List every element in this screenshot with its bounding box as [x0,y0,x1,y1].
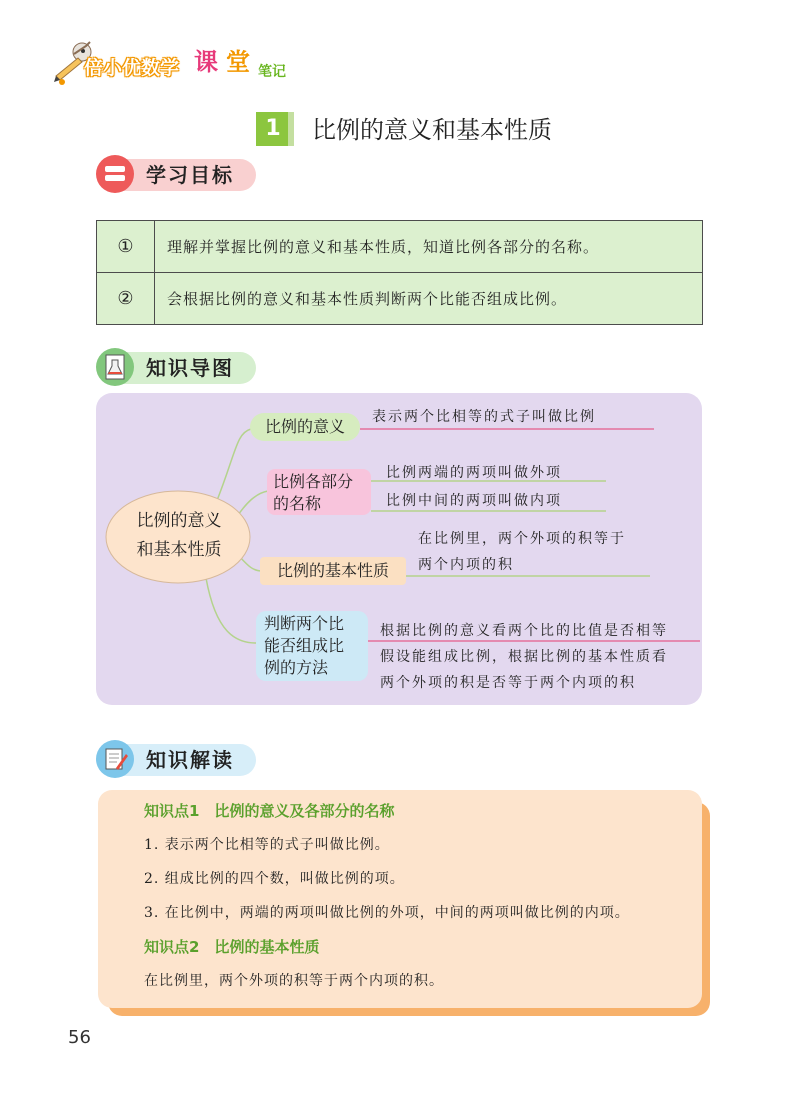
center-line: 和基本性质 [136,540,222,560]
knowledge-point-title: 知识点1 比例的意义及各部分的名称 [144,802,395,820]
node-parts-names [267,469,371,515]
logo-text-main: 倍小优数学 [84,57,180,79]
leaf-property-line: 在比例里，两个外项的积等于 [418,531,626,547]
node-judge-method [256,611,368,681]
knowledge-line: 1. 表示两个比相等的式子叫做比例。 [144,837,390,853]
section-title: 学习目标 [146,163,234,187]
node-line: 的名称 [273,494,322,513]
page-number: 56 [68,1027,91,1048]
knowledge-card [98,790,702,1008]
section-title: 知识导图 [146,356,234,380]
knowledge-line: 3. 在比例中，两端的两项叫做比例的外项，中间的两项叫做比例的内项。 [144,905,630,921]
knowledge-line: 2. 组成比例的四个数，叫做比例的项。 [144,871,405,887]
knowledge-line: 在比例里，两个外项的积等于两个内项的积。 [144,973,444,989]
logo-text-biji: 笔记 [258,64,286,80]
notebook-pencil-icon [96,740,134,778]
mind-map [96,393,702,705]
book-stack-icon [96,155,134,193]
objective-number: ① [97,221,155,273]
table-row [97,273,703,325]
leaf-method-line: 根据比例的意义看两个比的比值是否相等 [380,623,668,639]
objectives-table [96,220,703,325]
logo-text-tang: 堂 [226,48,250,76]
lesson-number-badge: 1 [256,112,290,146]
leaf-method-line: 两个外项的积是否等于两个内项的积 [380,675,636,691]
leaf-outer-terms: 比例两端的两项叫做外项 [386,465,562,481]
leaf-property-line: 两个内项的积 [418,557,514,573]
lesson-title: 比例的意义和基本性质 [312,116,552,144]
brand-logo [52,40,302,90]
node-basic-property: 比例的基本性质 [260,557,406,585]
objective-number: ② [97,273,155,325]
node-line: 比例各部分 [273,472,354,491]
leaf-inner-terms: 比例中间的两项叫做内项 [386,493,562,509]
table-row [97,221,703,273]
section-header-mindmap [96,348,256,386]
leaf-method-line: 假设能组成比例，根据比例的基本性质看 [380,649,668,665]
node-line: 例的方法 [264,658,329,677]
center-line: 比例的意义 [136,511,222,531]
node-meaning: 比例的意义 [250,413,360,441]
lesson-number-accent [288,112,294,146]
node-line: 能否组成比 [264,636,345,655]
objective-text: 会根据比例的意义和基本性质判断两个比能否组成比例。 [155,273,703,325]
leaf-meaning: 表示两个比相等的式子叫做比例 [372,409,596,425]
objective-text: 理解并掌握比例的意义和基本性质，知道比例各部分的名称。 [155,221,703,273]
section-title: 知识解读 [146,748,234,772]
flask-icon [96,348,134,386]
node-line: 判断两个比 [264,614,345,633]
section-header-reading [96,740,256,778]
section-header-objectives [96,155,256,193]
mind-map-center [114,507,244,565]
knowledge-point-title: 知识点2 比例的基本性质 [144,938,320,956]
logo-text-ke: 课 [194,48,218,76]
